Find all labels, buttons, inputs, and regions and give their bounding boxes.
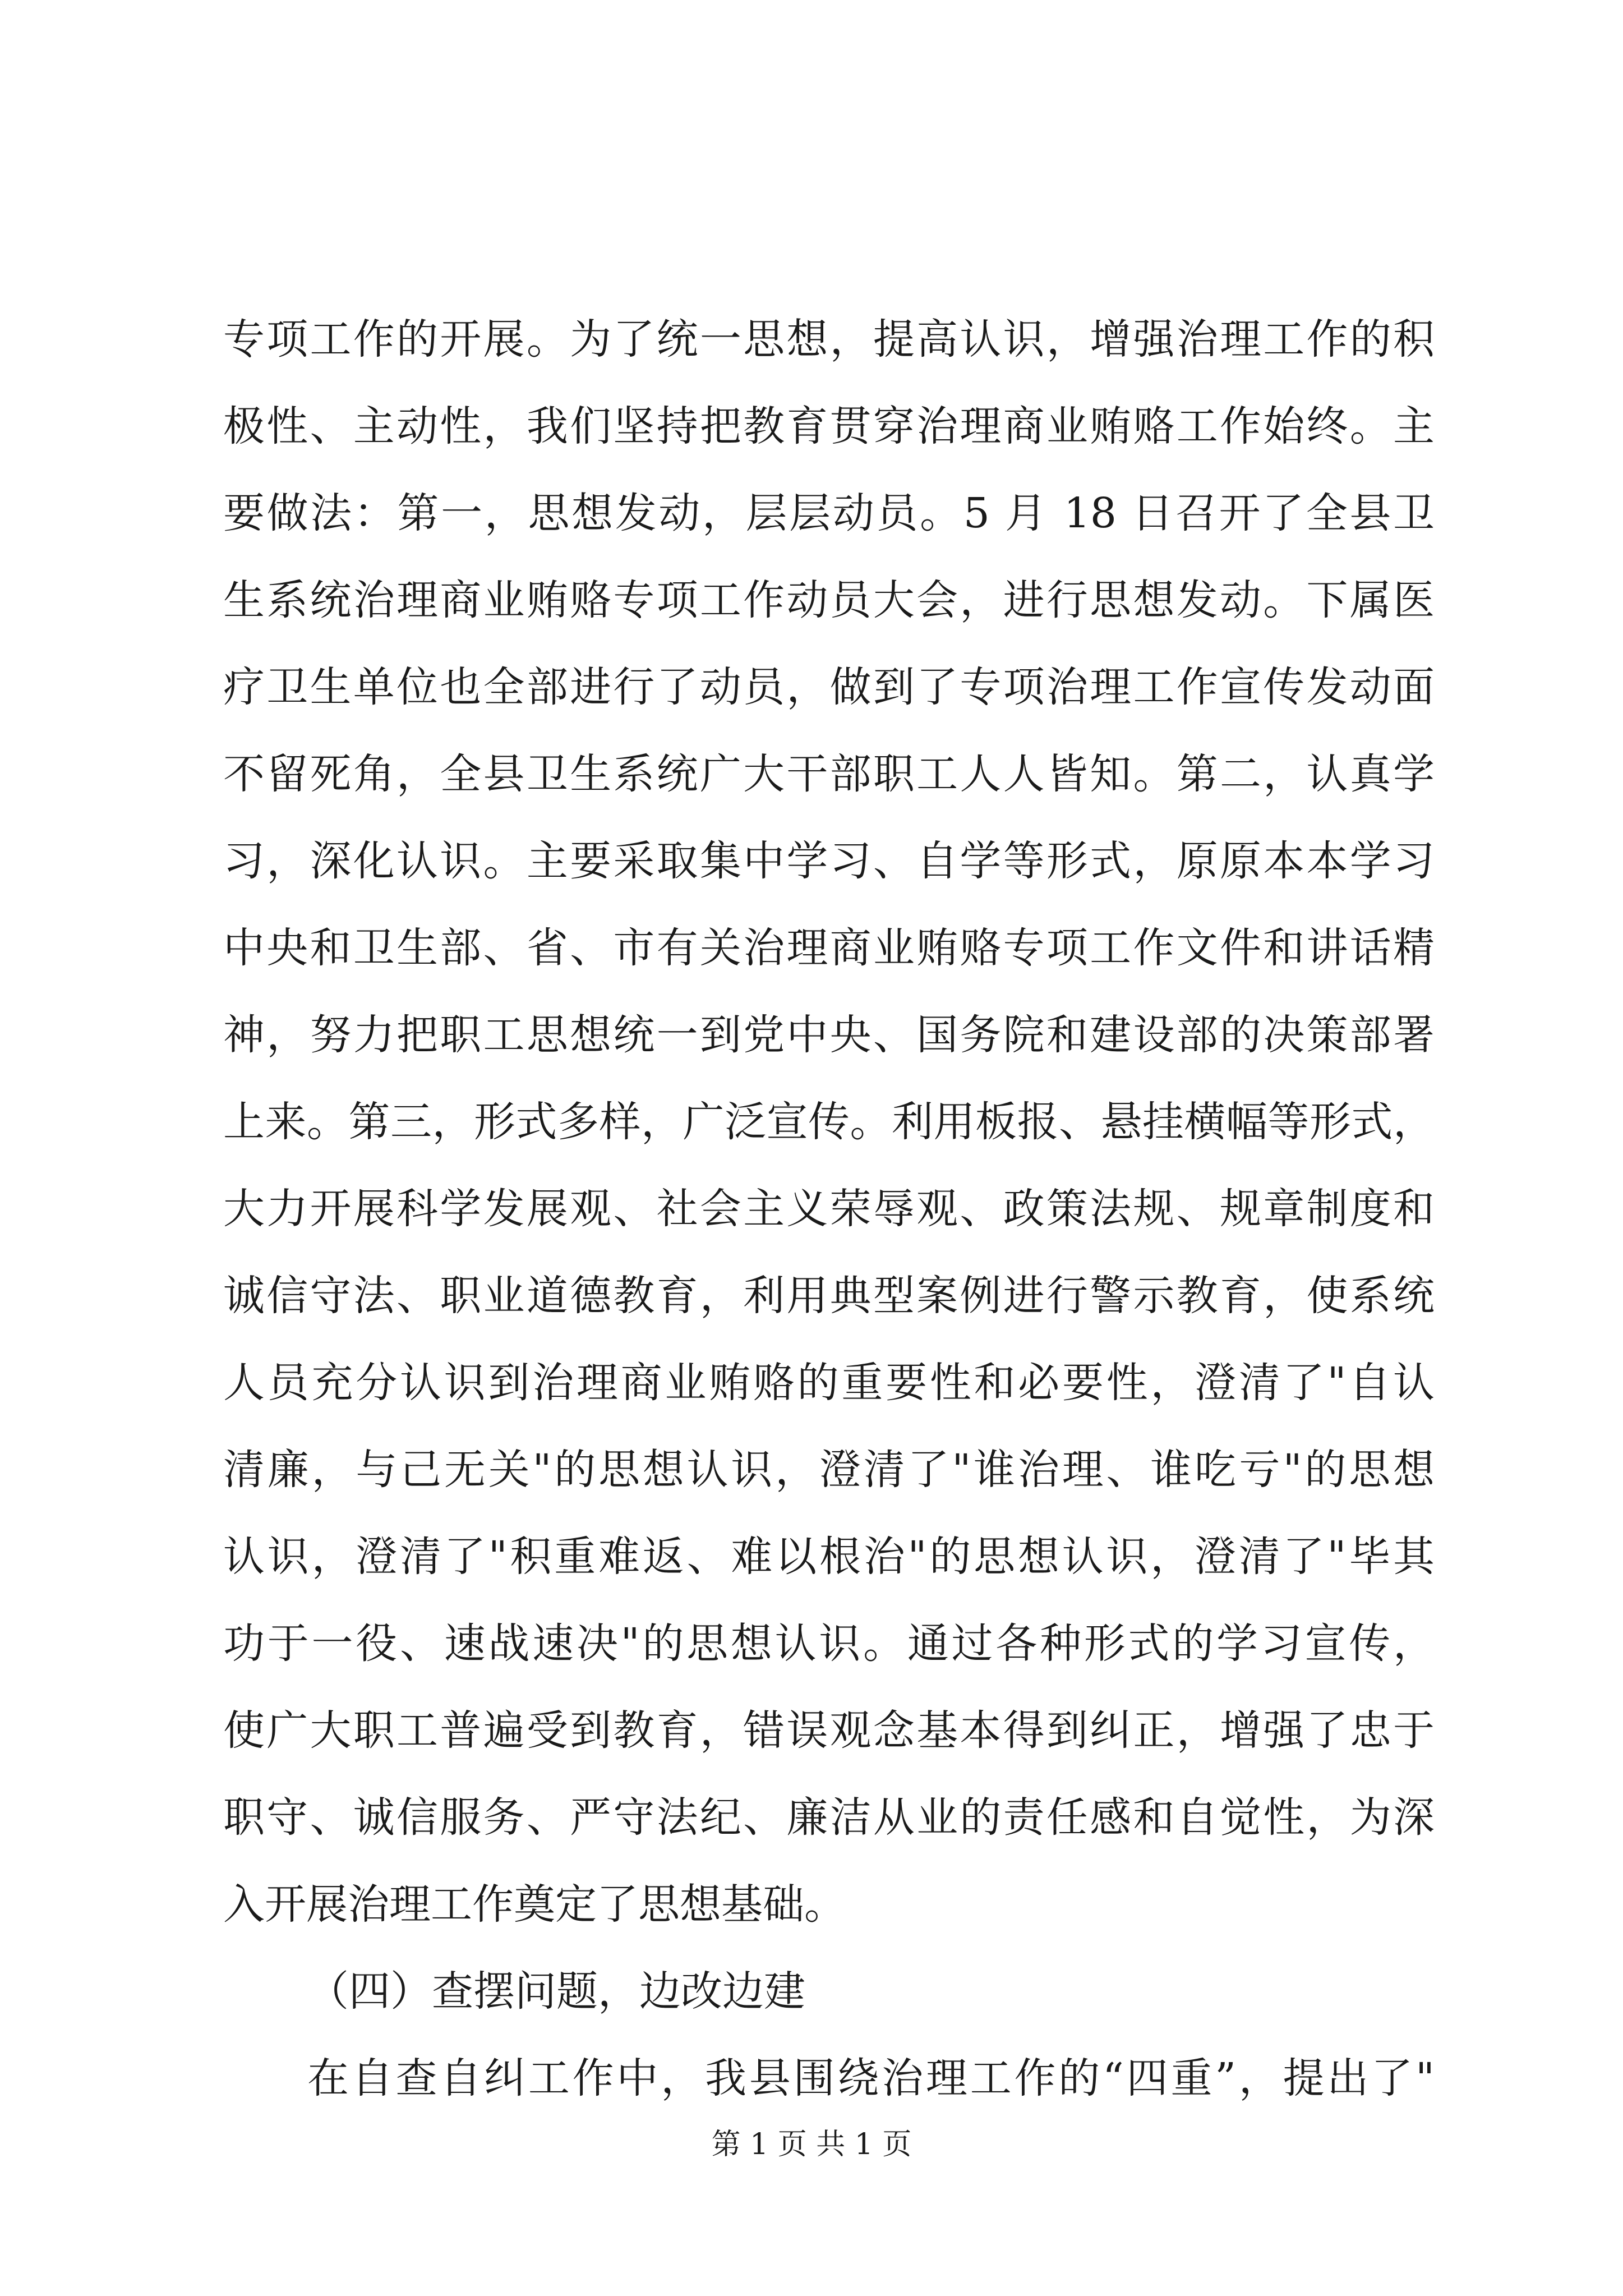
paragraph-first-line: 在自查自纠工作中，我县围绕治理工作的“四重”，提出了" — [307, 2054, 1435, 2102]
text-line: 诚信守法、职业道德教育，利用典型案例进行警示教育，使系统 — [223, 1272, 1435, 1320]
text-line: 上来。第三，形式多样，广泛宣传。利用板报、悬挂横幅等形式， — [223, 1098, 1435, 1146]
text-line: 专项工作的开展。为了统一思想，提高认识，增强治理工作的积 — [223, 315, 1435, 364]
text-line: 生系统治理商业贿赂专项工作动员大会，进行思想发动。下属医 — [223, 576, 1435, 624]
page-footer — [0, 2120, 1623, 2162]
text-line: 职守、诚信服务、严守法纪、廉洁从业的责任感和自觉性，为深 — [223, 1793, 1435, 1842]
text-line: 疗卫生单位也全部进行了动员，做到了专项治理工作宣传发动面 — [223, 663, 1435, 711]
text-line: 极性、主动性，我们坚持把教育贯穿治理商业贿赂工作始终。主 — [223, 402, 1435, 450]
body-text — [223, 296, 1435, 2122]
text-line: 认识，澄清了"积重难返、难以根治"的思想认识，澄清了"毕其 — [223, 1533, 1435, 1581]
text-line: 入开展治理工作奠定了思想基础。 — [223, 1880, 846, 1929]
text-line: 清廉，与己无关"的思想认识，澄清了"谁治理、谁吃亏"的思想 — [223, 1446, 1435, 1494]
text-line: 人员充分认识到治理商业贿赂的重要性和必要性，澄清了"自认 — [223, 1359, 1435, 1407]
text-line: 大力开展科学发展观、社会主义荣辱观、政策法规、规章制度和 — [223, 1185, 1435, 1233]
section-heading: （四）查摆问题，边改边建 — [307, 1967, 805, 2016]
page-number: 第 1 页 共 1 页 — [711, 2128, 912, 2161]
text-line: 功于一役、速战速决"的思想认识。通过各种形式的学习宣传， — [223, 1619, 1435, 1668]
text-line: 不留死角，全县卫生系统广大干部职工人人皆知。第二，认真学 — [223, 750, 1435, 798]
text-line: 使广大职工普遍受到教育，错误观念基本得到纠正，增强了忠于 — [223, 1706, 1435, 1755]
text-line: 习，深化认识。主要采取集中学习、自学等形式，原原本本学习 — [223, 837, 1435, 885]
text-line: 要做法：第一，思想发动，层层动员。5 月 18 日召开了全县卫 — [223, 489, 1435, 537]
text-line: 神，努力把职工思想统一到党中央、国务院和建设部的决策部署 — [223, 1011, 1435, 1059]
text-line: 中央和卫生部、省、市有关治理商业贿赂专项工作文件和讲话精 — [223, 924, 1435, 972]
